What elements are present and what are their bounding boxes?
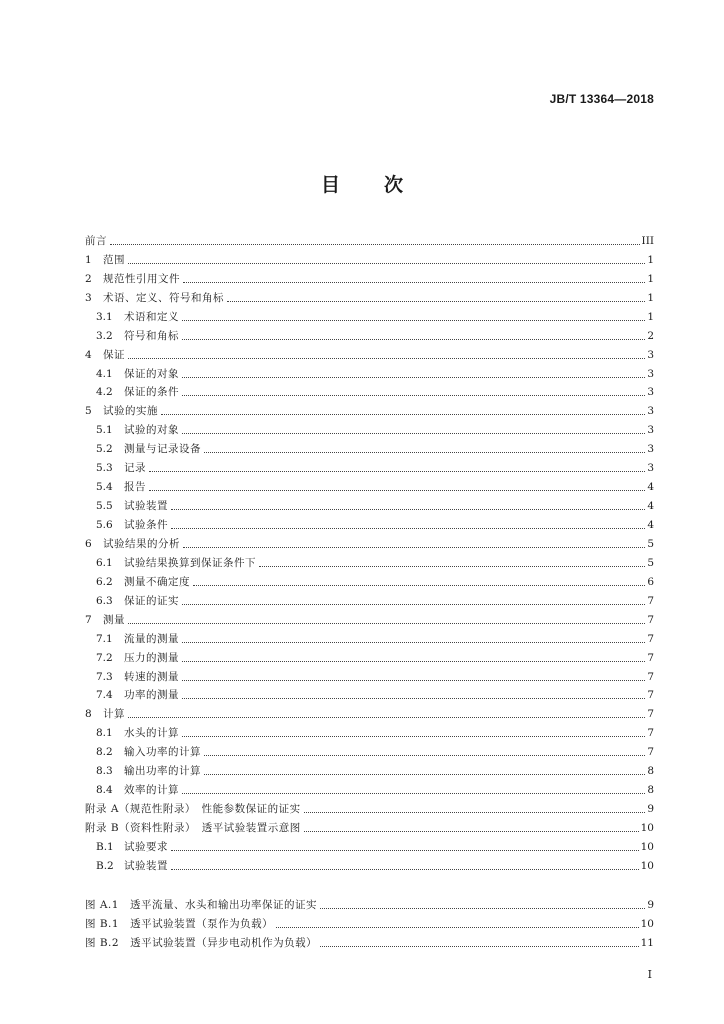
toc-entry-page: 7 [647, 613, 654, 626]
toc-entry[interactable] [85, 570, 654, 589]
toc-entry-label: 附录 A（规范性附录） 性能参数保证的证实 [85, 803, 301, 816]
toc-entry[interactable] [85, 305, 654, 324]
toc-entry[interactable] [85, 494, 654, 513]
toc-entry-number: 4.1 [96, 367, 113, 380]
toc-entry-label: 试验条件 [124, 519, 168, 531]
toc-entry-page: 7 [647, 632, 654, 645]
toc-entry-number: 3 [85, 291, 92, 304]
toc-entry-label: 符号和角标 [124, 329, 179, 342]
figure-entry-page: 9 [647, 898, 654, 911]
toc-entry-page: 8 [647, 765, 654, 778]
dot-leader [171, 868, 639, 870]
toc-entry[interactable] [85, 740, 654, 759]
toc-entry-page: 6 [647, 575, 654, 588]
toc-entry-page: 3 [647, 405, 654, 418]
toc-entry-number: 4 [85, 348, 92, 361]
toc-entry[interactable] [85, 816, 654, 835]
dot-leader [171, 849, 639, 851]
toc-entry-page: 4 [647, 519, 654, 531]
toc-entry-number: 4.2 [96, 386, 113, 399]
toc-entry-label: 报告 [124, 481, 146, 494]
toc-entry-number: 7.4 [96, 689, 113, 702]
dot-leader [259, 565, 645, 567]
toc-entry-number: 7.3 [96, 670, 113, 683]
toc-entry[interactable] [85, 608, 654, 627]
toc-entry-label: 效率的计算 [124, 784, 179, 797]
toc-entry-page: 7 [647, 689, 654, 702]
toc-entry-number: 7 [85, 613, 92, 626]
dot-leader [204, 451, 645, 453]
figure-entry-label: 图 B.1 透平试验装置（泵作为负载） [85, 917, 274, 930]
toc-entry[interactable] [85, 684, 654, 703]
toc-entry[interactable] [85, 854, 654, 873]
figure-list-item[interactable] [85, 893, 654, 912]
dot-leader [182, 338, 645, 340]
toc-entry-page: 5 [647, 537, 654, 550]
toc-entry-label: 试验装置 [124, 859, 168, 872]
toc-entry[interactable] [85, 229, 654, 248]
toc-entry[interactable] [85, 286, 654, 305]
toc-entry-number: 7.1 [96, 632, 113, 645]
figure-list-item[interactable] [85, 931, 654, 950]
toc-entry-number: 1 [85, 253, 92, 266]
table-of-contents [85, 229, 654, 950]
toc-entry-page: 2 [647, 329, 654, 342]
dot-leader [204, 754, 645, 756]
toc-entry-page: 7 [647, 651, 654, 664]
toc-entry-label: 前言 [85, 234, 107, 247]
toc-entry-number: 5.4 [96, 481, 113, 494]
dot-leader [182, 697, 645, 699]
toc-entry-number: 3.1 [96, 310, 113, 323]
toc-entry-page: 5 [647, 556, 654, 569]
dot-leader [149, 470, 645, 472]
dot-leader [182, 660, 645, 662]
toc-entry-label: 压力的测量 [124, 651, 179, 664]
toc-entry-number: 8 [85, 708, 92, 721]
toc-entry-label: 附录 B（资料性附录） 透平试验装置示意图 [85, 822, 301, 834]
toc-entry-label: 水头的计算 [124, 727, 179, 740]
figure-entry-page: 10 [640, 917, 654, 930]
toc-entry-number: 6.3 [96, 594, 113, 607]
toc-entry[interactable] [85, 418, 654, 437]
toc-entry-label: 保证的对象 [124, 367, 179, 380]
toc-entry[interactable] [85, 721, 654, 740]
toc-entry[interactable] [85, 532, 654, 551]
dot-leader [128, 622, 645, 624]
toc-entry[interactable] [85, 513, 654, 532]
dot-leader [276, 926, 639, 928]
dot-leader [193, 584, 645, 586]
toc-entry[interactable] [85, 475, 654, 494]
toc-entry[interactable] [85, 646, 654, 665]
toc-entry[interactable] [85, 759, 654, 778]
toc-entry-label: 输出功率的计算 [124, 765, 201, 778]
toc-entry-label: 测量与记录设备 [124, 443, 201, 456]
toc-entry-label: 规范性引用文件 [103, 272, 180, 285]
dot-leader [110, 243, 640, 245]
toc-entry[interactable] [85, 551, 654, 570]
title-char-2: 次 [384, 174, 404, 196]
toc-entry[interactable] [85, 665, 654, 684]
toc-entry-number: 6.2 [96, 575, 113, 588]
toc-entry-number: 2 [85, 272, 92, 285]
dot-leader [182, 376, 645, 378]
toc-entry-number: B.2 [96, 859, 114, 872]
toc-entry-page: 1 [647, 272, 654, 285]
dot-leader [183, 546, 645, 548]
toc-entry-label: 记录 [124, 462, 146, 475]
toc-entry-number: 8.1 [96, 727, 113, 740]
page-title [0, 170, 724, 197]
toc-entry-number: 5.6 [96, 519, 113, 531]
toc-entry-label: 保证 [103, 348, 125, 361]
toc-entry[interactable] [85, 437, 654, 456]
toc-entry-label: 范围 [103, 253, 125, 266]
toc-entry-label: 测量 [103, 613, 125, 626]
toc-entry-number: 5 [85, 405, 92, 418]
dot-leader [182, 792, 645, 794]
toc-entry-page: 1 [647, 253, 654, 266]
toc-entry-number: 6 [85, 537, 92, 550]
dot-leader [128, 357, 645, 359]
toc-entry-label: 测量不确定度 [124, 575, 190, 588]
dot-leader [182, 735, 645, 737]
dot-leader [227, 300, 645, 302]
toc-entry-page: 1 [647, 291, 654, 304]
toc-entry-number: 6.1 [96, 556, 113, 569]
toc-entry-label: 试验装置 [124, 500, 168, 513]
toc-entry-number: 8.2 [96, 746, 113, 759]
dot-leader [128, 262, 645, 264]
toc-entry-label: 转速的测量 [124, 670, 179, 683]
toc-entry-page: 7 [647, 708, 654, 721]
dot-leader [149, 489, 645, 491]
figure-entry-label: 图 A.1 透平流量、水头和输出功率保证的证实 [85, 898, 317, 911]
toc-entry-page: 8 [647, 784, 654, 797]
dot-leader [204, 773, 645, 775]
section-spacer [85, 873, 654, 893]
toc-entry[interactable] [85, 702, 654, 721]
toc-entry-page: 7 [647, 670, 654, 683]
toc-entry-number: 5.2 [96, 443, 113, 456]
toc-entry[interactable] [85, 248, 654, 267]
toc-entry-page: 10 [640, 822, 654, 834]
dot-leader [182, 432, 645, 434]
toc-entry-label: 保证的证实 [124, 594, 179, 607]
toc-entry-page: 3 [647, 443, 654, 456]
toc-entry-label: 术语和定义 [124, 310, 179, 323]
toc-entry-number: 7.2 [96, 651, 113, 664]
toc-entry-label: 输入功率的计算 [124, 746, 201, 759]
toc-entry-number: 5.1 [96, 424, 113, 437]
toc-entry-page: 9 [647, 803, 654, 816]
toc-entry-page: 7 [647, 727, 654, 740]
toc-entry-number: 5.3 [96, 462, 113, 475]
toc-entry[interactable] [85, 267, 654, 286]
toc-entry-page: 4 [647, 500, 654, 513]
toc-entry-label: 试验结果的分析 [103, 537, 180, 550]
dot-leader [171, 527, 645, 529]
toc-entry-page: 3 [647, 348, 654, 361]
toc-entry-number: 3.2 [96, 329, 113, 342]
toc-entry-page: 3 [647, 367, 654, 380]
toc-entry-number: 8.4 [96, 784, 113, 797]
dot-leader [320, 945, 639, 947]
toc-entry[interactable] [85, 381, 654, 400]
toc-entry-page: 1 [647, 310, 654, 323]
figure-list-item[interactable] [85, 912, 654, 931]
toc-entry-page: 10 [640, 840, 654, 853]
dot-leader [320, 907, 645, 909]
toc-entry-page: 3 [647, 424, 654, 437]
dot-leader [161, 413, 645, 415]
dot-leader [171, 508, 645, 510]
toc-entry[interactable] [85, 324, 654, 343]
toc-entry[interactable] [85, 589, 654, 608]
dot-leader [304, 830, 639, 832]
title-char-1: 目 [320, 174, 340, 196]
toc-entry[interactable] [85, 797, 654, 816]
figure-entry-label: 图 B.2 透平试验装置（异步电动机作为负载） [85, 936, 318, 949]
page-number: I [647, 968, 652, 981]
toc-entry-page: 7 [647, 594, 654, 607]
dot-leader [183, 281, 645, 283]
toc-entry-label: 保证的条件 [124, 386, 179, 399]
dot-leader [182, 394, 645, 396]
toc-entry-label: 试验结果换算到保证条件下 [124, 556, 256, 569]
toc-entry-page: 10 [640, 859, 654, 872]
toc-entry-page: 7 [647, 746, 654, 759]
toc-entry[interactable] [85, 456, 654, 475]
toc-entry[interactable] [85, 835, 654, 854]
toc-entry-number: B.1 [96, 840, 114, 853]
toc-entry-page: 3 [647, 386, 654, 399]
toc-entry[interactable] [85, 343, 654, 362]
toc-entry-label: 术语、定义、符号和角标 [103, 291, 224, 304]
dot-leader [182, 641, 645, 643]
toc-entry-label: 功率的测量 [124, 689, 179, 702]
dot-leader [182, 603, 645, 605]
toc-entry-number: 5.5 [96, 500, 113, 513]
figure-entry-page: 11 [640, 936, 654, 949]
document-number: JB/T 13364—2018 [549, 92, 654, 106]
toc-entry-label: 试验要求 [124, 840, 168, 853]
toc-entry[interactable] [85, 778, 654, 797]
dot-leader [304, 811, 646, 813]
toc-entry-label: 试验的实施 [103, 405, 158, 418]
toc-entry[interactable] [85, 399, 654, 418]
toc-entry-page: III [641, 234, 654, 247]
dot-leader [128, 716, 645, 718]
toc-entry[interactable] [85, 362, 654, 381]
toc-entry-label: 试验的对象 [124, 424, 179, 437]
toc-entry[interactable] [85, 627, 654, 646]
toc-entry-label: 流量的测量 [124, 632, 179, 645]
dot-leader [182, 679, 645, 681]
toc-entry-label: 计算 [103, 708, 125, 721]
toc-entry-page: 4 [647, 481, 654, 494]
toc-entry-number: 8.3 [96, 765, 113, 778]
dot-leader [182, 319, 645, 321]
toc-entry-page: 3 [647, 462, 654, 475]
